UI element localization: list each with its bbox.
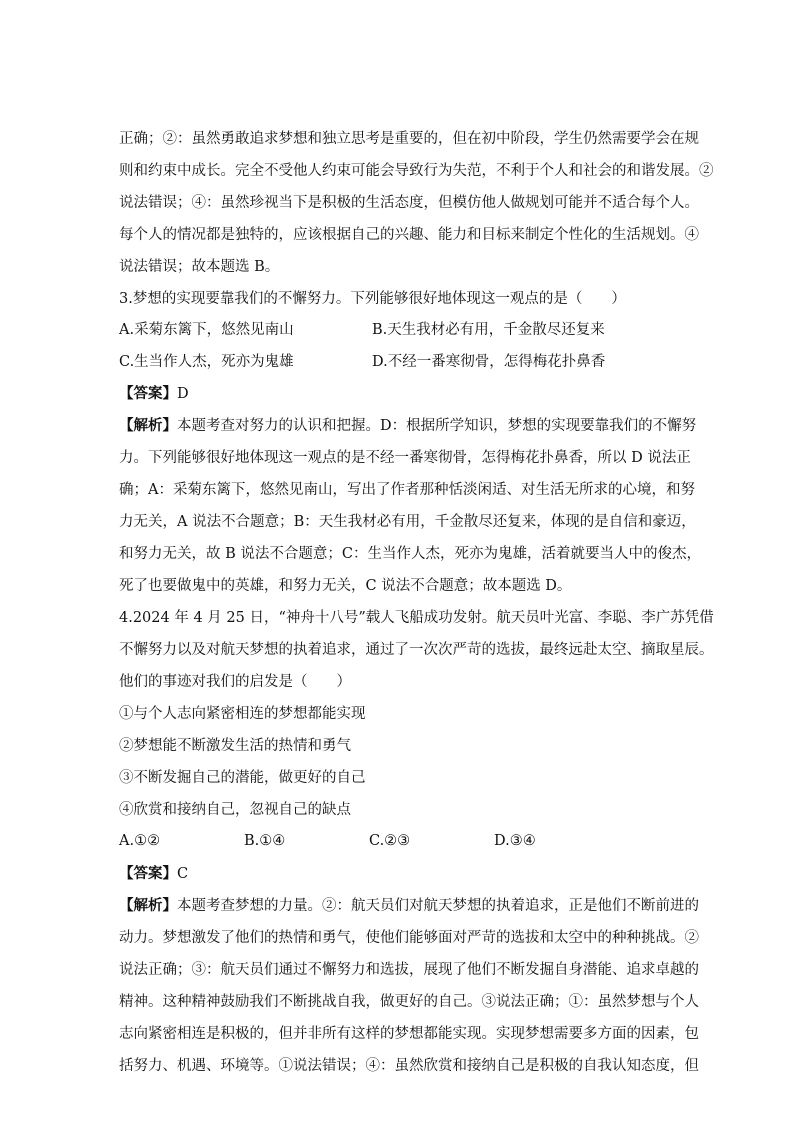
q2-tail-line-5: 说法错误；故本题选 B。 [119,259,280,275]
q4-statement-4: ④欣赏和接纳自己，忽视自己的缺点 [119,802,351,818]
analysis-tag: 【解析】 [119,417,177,434]
q3-option-d: D.不经一番寒彻骨，怎得梅花扑鼻香 [372,354,606,370]
answer-tag: 【答案】 [119,865,177,882]
q3-analysis-line-1 [119,416,697,436]
q4-option-a: A.①② [119,833,161,849]
q4-statement-1: ①与个人志向紧密相连的梦想都能实现 [119,706,366,722]
analysis-tag: 【解析】 [119,897,177,914]
answer-tag: 【答案】 [119,385,177,402]
q2-tail-line-2: 则和约束中成长。完全不受他人约束可能会导致行为失范，不利于个人和社会的和谐发展。② [119,163,714,179]
q3-option-b: B.天生我材必有用，千金散尽还复来 [372,322,605,338]
analysis-text: 本题考查对努力的认识和把握。D：根据所学知识，梦想的实现要靠我们的不懈努 [177,418,697,434]
q4-stem-line-3: 他们的事迹对我们的启发是（ ） [119,674,351,690]
q2-tail-line-4: 每个人的情况都是独特的，应该根据自己的兴趣、能力和目标来制定个性化的生活规划。④ [119,227,699,243]
q4-statement-3: ③不断发掘自己的潜能，做更好的自己 [119,770,366,786]
q4-option-d: D.③④ [494,833,536,849]
q4-stem-line-2: 不懈努力以及对航天梦想的执着追求，通过了一次次严苛的选拔，最终远赴太空、摘取星辰。 [119,642,714,658]
q4-statement-2: ②梦想能不断激发生活的热情和勇气 [119,738,351,754]
q3-analysis-line-2: 力。下列能够很好地体现这一观点的是不经一番寒彻骨，怎得梅花扑鼻香，所以 D 说法正 [119,450,691,466]
answer-value: D [177,386,189,402]
analysis-text: 本题考查梦想的力量。②：航天员们对航天梦想的执着追求，正是他们不断前进的 [177,898,699,914]
q4-analysis-line-1 [119,896,699,916]
q3-stem: 3.梦想的实现要靠我们的不懈努力。下列能够很好地体现这一观点的是（ ） [119,291,626,307]
q4-option-c: C.②③ [369,833,411,849]
q2-tail-line-3: 说法错误；④：虽然珍视当下是积极的生活态度，但模仿他人做规划可能并不适合每个人。 [119,195,699,211]
q2-tail-line-1: 正确；②：虽然勇敢追求梦想和独立思考是重要的，但在初中阶段，学生仍然需要学会在规 [119,131,699,147]
q4-option-b: B.①④ [244,833,286,849]
q3-option-a: A.采菊东篱下，悠然见南山 [119,322,294,338]
q4-analysis-line-2: 动力。梦想激发了他们的热情和勇气，使他们能够面对严苛的选拔和太空中的种种挑战。② [119,930,699,946]
q4-answer [119,864,188,884]
q4-analysis-line-5: 志向紧密相连是积极的，但并非所有这样的梦想都能实现。实现梦想需要多方面的因素，包 [119,1026,699,1042]
q3-option-c: C.生当作人杰，死亦为鬼雄 [119,354,294,370]
q3-answer [119,384,189,404]
q4-analysis-line-6: 括努力、机遇、环境等。①说法错误；④：虽然欣赏和接纳自己是积极的自我认知态度，但 [119,1058,699,1074]
answer-value: C [177,866,189,882]
q4-analysis-line-3: 说法正确；③：航天员们通过不懈努力和选拔，展现了他们不断发掘自身潜能、追求卓越的 [119,962,699,978]
q3-analysis-line-3: 确；A：采菊东篱下，悠然见南山，写出了作者那种恬淡闲适、对生活无所求的心境，和努 [119,482,695,498]
q3-analysis-line-6: 死了也要做鬼中的英雄，和努力无关，C 说法不合题意；故本题选 D。 [119,578,572,594]
q3-analysis-line-5: 和努力无关，故 B 说法不合题意；C：生当作人杰，死亦为鬼雄，活着就要当人中的俊杰， [119,546,701,562]
q4-stem-line-1: 4.2024 年 4 月 25 日，“神舟十八号”载人飞船成功发射。航天员叶光富、李聪、李广苏凭借 [119,610,714,626]
q3-analysis-line-4: 力无关，A 说法不合题意；B：天生我材必有用，千金散尽还复来，体现的是自信和豪迈， [119,514,696,530]
q4-analysis-line-4: 精神。这种精神鼓励我们不断挑战自我，做更好的自己。③说法正确；①：虽然梦想与个人 [119,994,699,1010]
